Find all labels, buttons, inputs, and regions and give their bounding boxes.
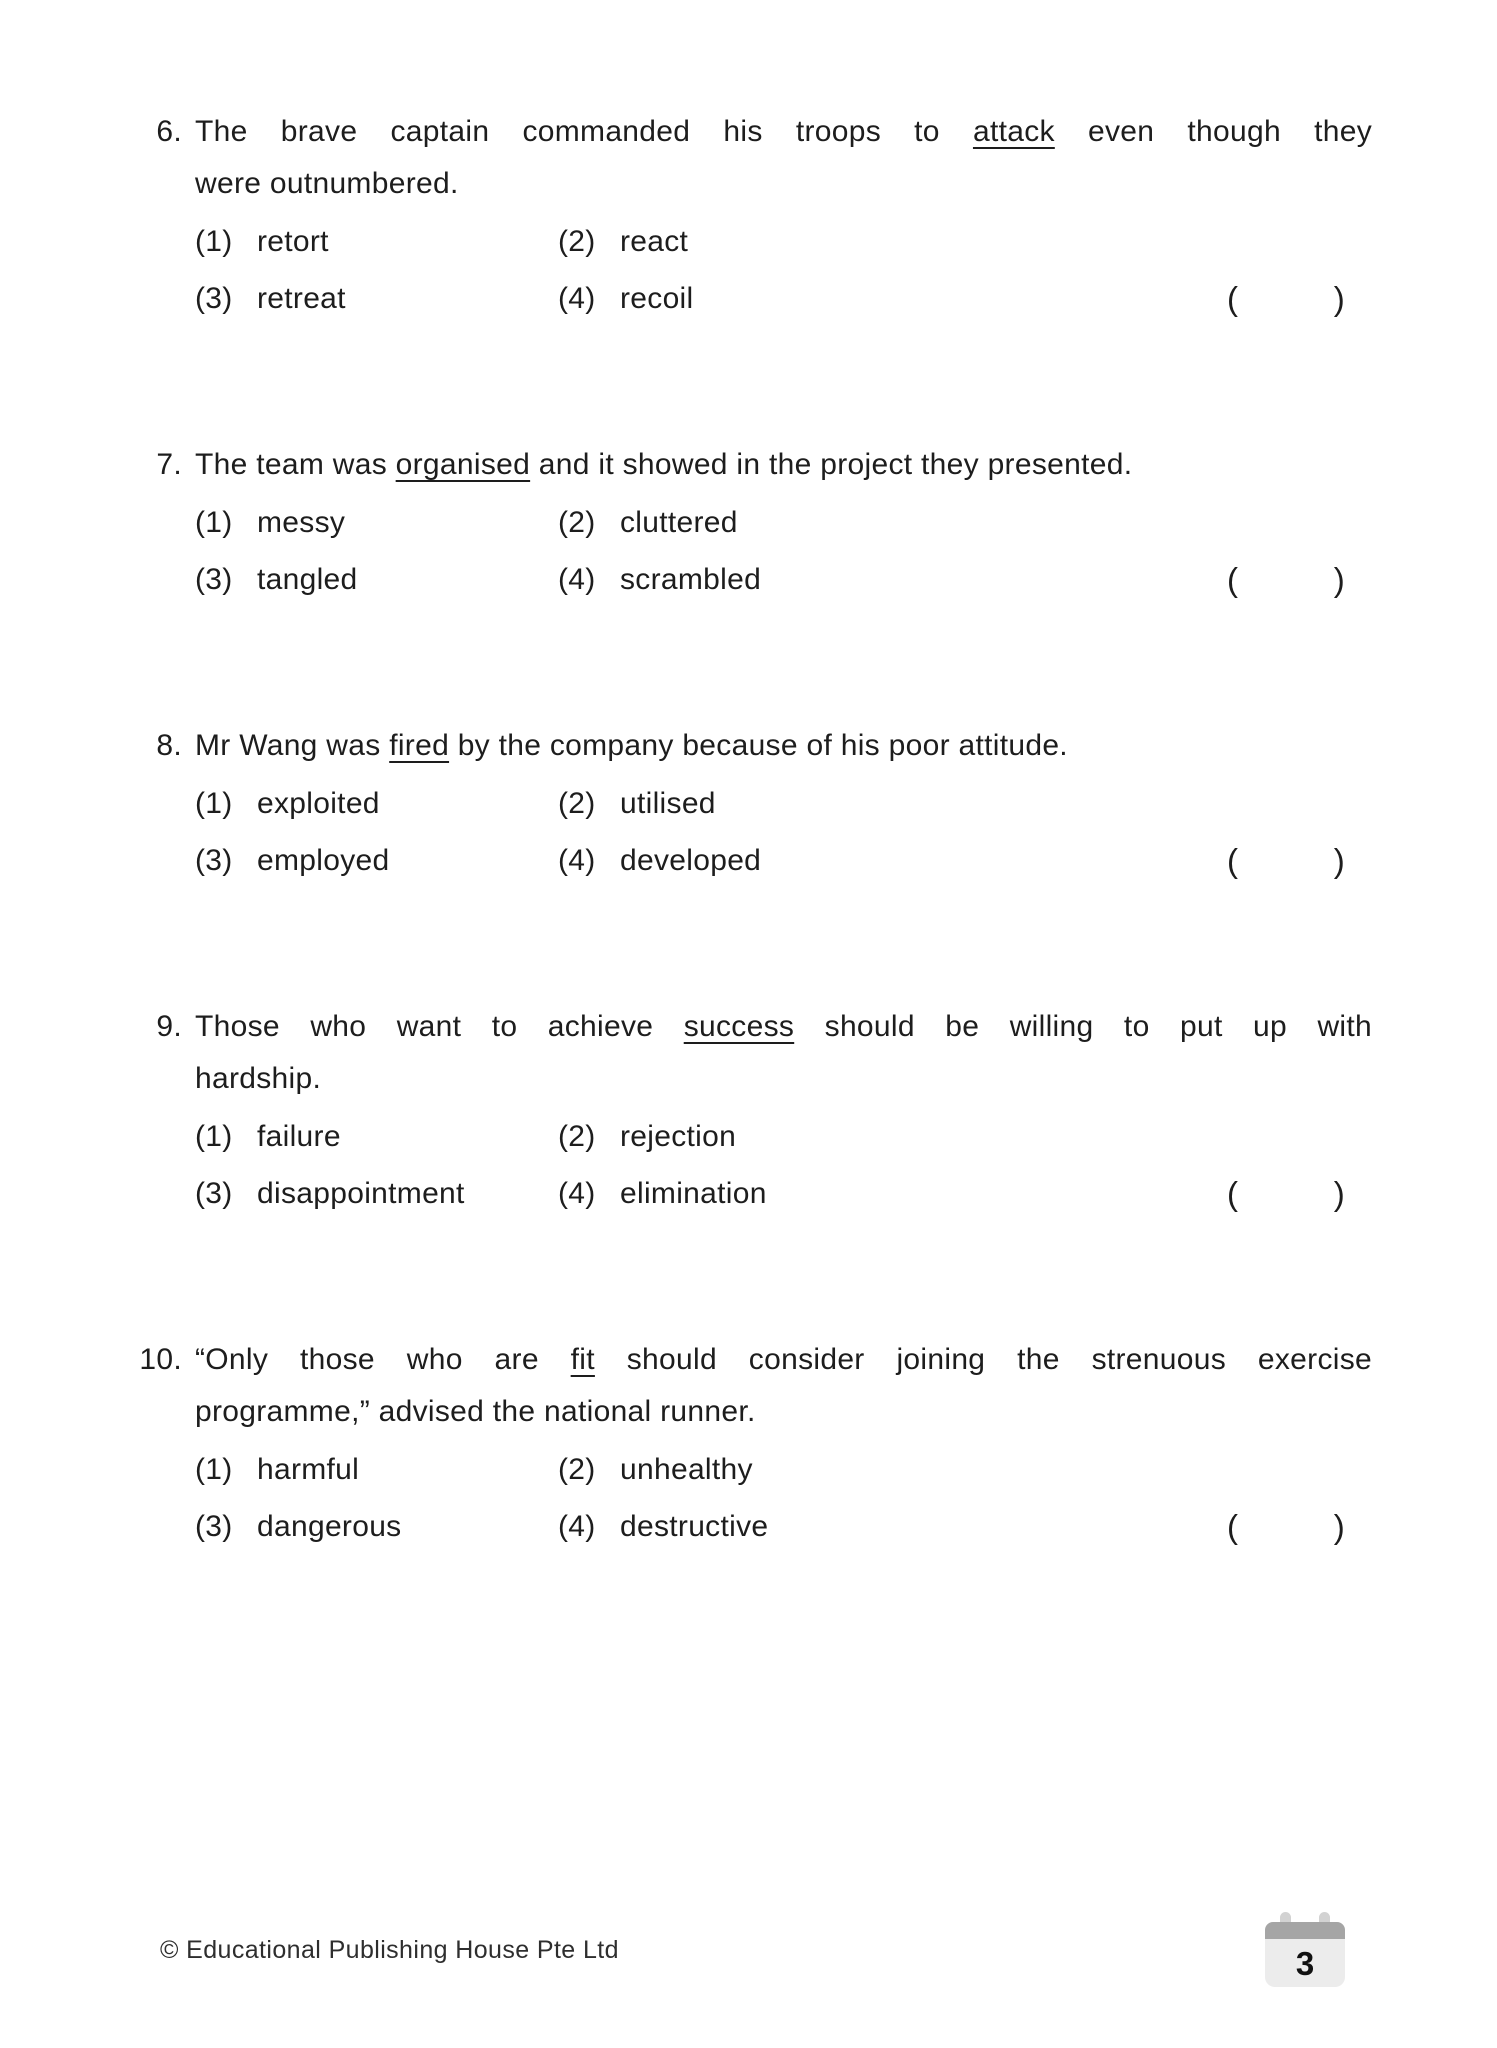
sentence-text: and it showed in the project they presented. [530,448,1133,481]
option-text: dangerous [257,1510,402,1543]
question-sentence-line [195,158,1372,210]
question-sentence-line [195,106,1372,158]
question-7 [127,439,1372,608]
footer-copyright: © Educational Publishing House Pte Ltd [160,1936,619,1964]
question-body [195,1001,1372,1222]
answer-bracket [1227,1165,1372,1222]
answer-bracket [1227,270,1372,327]
bracket-close: ) [1333,1508,1345,1545]
option-label: (3) [195,282,233,315]
question-sentence-line [195,720,1372,772]
option-label: (1) [195,506,233,539]
answer-bracket [1227,832,1372,889]
sentence-text: should be willing to put up with [794,1010,1372,1043]
option-text: employed [257,844,390,877]
options-group [195,213,1372,327]
question-body [195,1334,1372,1555]
option-label: (2) [558,1453,596,1486]
option-text: disappointment [257,1177,465,1210]
option-text: failure [257,1120,341,1153]
sentence-text: even though they [1054,115,1372,148]
options-row [195,832,1372,889]
option-text: exploited [257,787,380,820]
option-label: (4) [558,1510,596,1543]
sentence-text: by the company because of his poor attitude. [449,729,1068,762]
options-row [195,1498,1372,1555]
question-body [195,106,1372,327]
option-label: (2) [558,787,596,820]
sentence-text: hardship. [195,1062,322,1095]
option-text: retort [257,225,329,258]
options-row [195,1165,1372,1222]
bracket-close: ) [1333,280,1345,317]
option-text: react [620,225,689,258]
bracket-open: ( [1227,842,1239,879]
option-label: (3) [195,1510,233,1543]
sentence-text: were outnumbered. [195,167,459,200]
option-label: (4) [558,563,596,596]
option-label: (3) [195,563,233,596]
options-row [195,270,1372,327]
page-number: 3 [1295,1944,1315,1982]
sentence-text: programme,” advised the national runner. [195,1395,756,1428]
option-text: recoil [620,282,694,315]
options-row [195,551,1372,608]
question-sentence-line [195,1053,1372,1105]
option-text: retreat [257,282,346,315]
sentence-text: should consider joining the strenuous exercise [594,1343,1372,1376]
sentence-text: The brave captain commanded his troops to [195,115,973,148]
option-text: developed [620,844,762,877]
sentence-text: “Only those who are [195,1343,571,1376]
question-sentence-line [195,1386,1372,1438]
options-group [195,1441,1372,1555]
question-9 [127,1001,1372,1222]
option-text: elimination [620,1177,767,1210]
option-text: utilised [620,787,716,820]
option-label: (4) [558,844,596,877]
question-sentence-line [195,1334,1372,1386]
question-number: 8. [156,729,182,762]
options-row [195,1441,1372,1498]
bracket-open: ( [1227,1175,1239,1212]
option-label: (1) [195,225,233,258]
option-text: messy [257,506,346,539]
page-number-badge [1265,1922,1345,1987]
question-body [195,439,1372,608]
answer-bracket [1227,1498,1372,1555]
option-label: (4) [558,282,596,315]
question-number: 9. [156,1010,182,1043]
bracket-close: ) [1333,842,1345,879]
option-text: tangled [257,563,358,596]
bracket-open: ( [1227,561,1239,598]
question-number: 7. [156,448,182,481]
question-8 [127,720,1372,889]
questions-section [127,106,1372,1667]
option-label: (2) [558,1120,596,1153]
options-row [195,494,1372,551]
option-label: (3) [195,844,233,877]
option-label: (2) [558,506,596,539]
badge-header-band [1265,1922,1345,1939]
option-label: (1) [195,1120,233,1153]
option-label: (4) [558,1177,596,1210]
question-6 [127,106,1372,327]
underlined-word: organised [395,448,531,481]
options-group [195,494,1372,608]
bracket-open: ( [1227,280,1239,317]
badge-body [1265,1939,1345,1987]
question-sentence-line [195,1001,1372,1053]
option-text: scrambled [620,563,762,596]
option-text: unhealthy [620,1453,753,1486]
sentence-text: Mr Wang was [195,729,390,762]
underlined-word: attack [972,115,1055,148]
question-number: 10. [139,1343,182,1376]
options-group [195,775,1372,889]
question-10 [127,1334,1372,1555]
underlined-word: fired [389,729,450,762]
option-label: (2) [558,225,596,258]
underlined-word: success [683,1010,795,1043]
sentence-text: Those who want to achieve [195,1010,684,1043]
options-group [195,1108,1372,1222]
option-text: rejection [620,1120,737,1153]
option-text: cluttered [620,506,738,539]
options-row [195,775,1372,832]
underlined-word: fit [570,1343,595,1376]
options-row [195,213,1372,270]
sentence-text: The team was [195,448,396,481]
question-sentence-line [195,439,1372,491]
option-label: (1) [195,1453,233,1486]
options-row [195,1108,1372,1165]
option-text: destructive [620,1510,769,1543]
bracket-close: ) [1333,561,1345,598]
question-number: 6. [156,115,182,148]
option-label: (3) [195,1177,233,1210]
option-text: harmful [257,1453,360,1486]
bracket-open: ( [1227,1508,1239,1545]
option-label: (1) [195,787,233,820]
question-body [195,720,1372,889]
bracket-close: ) [1333,1175,1345,1212]
answer-bracket [1227,551,1372,608]
